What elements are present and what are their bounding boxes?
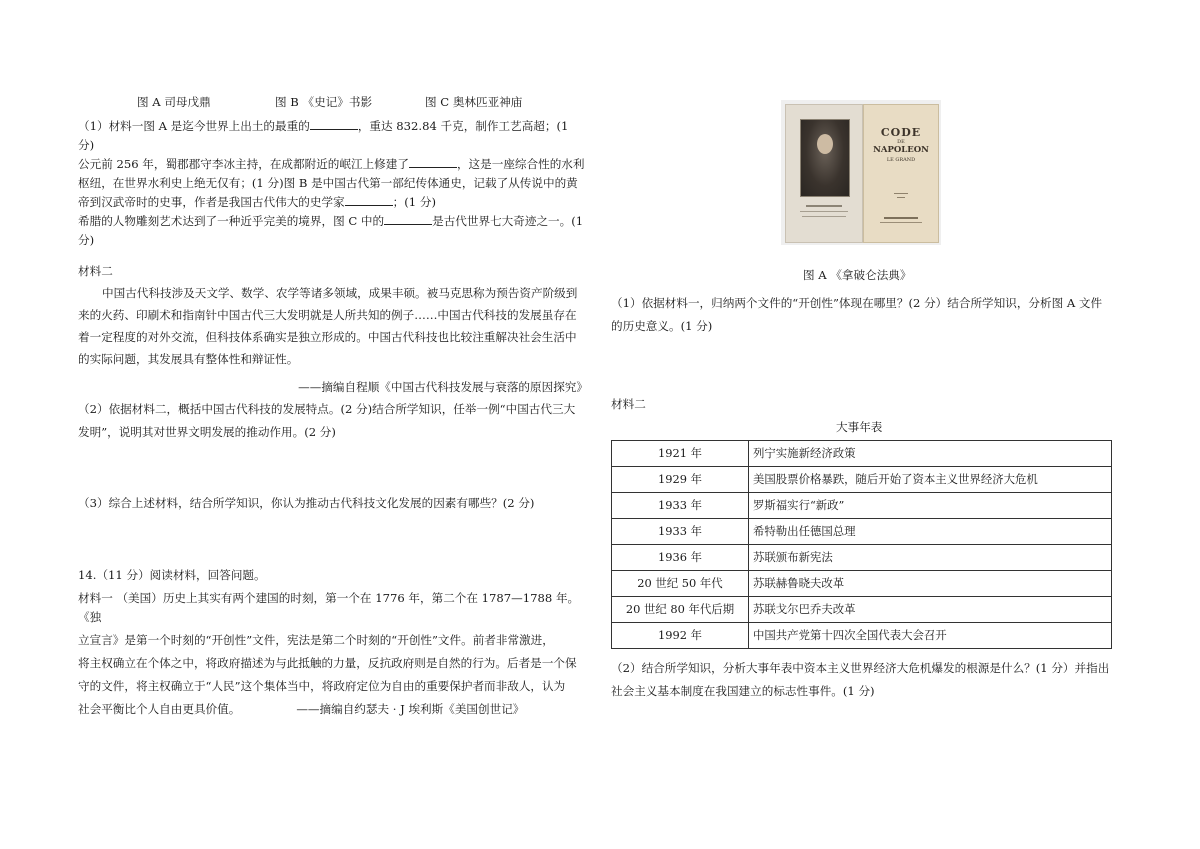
frontispiece-page: [785, 104, 863, 243]
q1-line4: 帝到汉武帝时的史事，作者是我国古代伟大的史学家 ；(1 分): [78, 195, 436, 209]
year-cell: 1992 年: [612, 623, 749, 649]
q14-line: 立宣言》是第一个时刻的“开创性”文件，宪法是第二个时刻的“开创性”文件。前者非常激进，: [78, 633, 554, 647]
figure-caption-right: 图 A 《拿破仑法典》: [803, 268, 912, 282]
events-table: [611, 440, 1112, 649]
question-1-right: [611, 294, 1131, 336]
title-page: [863, 104, 939, 243]
table-row: [612, 597, 1112, 623]
material2-line: 中国古代科技涉及天文学、数学、农学等诸多领域，成果丰硕。被马克思称为预告资产阶级到: [102, 286, 578, 300]
year-cell: 20 世纪 80 年代后期: [612, 597, 749, 623]
table-title: 大事年表: [836, 420, 883, 434]
q1-line3: 枢纽，在世界水利史上绝无仅有；(1 分)图 B 是中国古代第一部纪传体通史，记载了从传说中的黄: [78, 176, 578, 190]
q2-line2: 发明”，说明其对世界文明发展的推动作用。(2 分): [78, 425, 336, 439]
year-cell: 1933 年: [612, 493, 749, 519]
material-2-right-title: 材料二: [611, 397, 646, 411]
r-q2-line2: 社会主义基本制度在我国建立的标志性事件。(1 分): [611, 684, 875, 698]
q2-line1: （2）依据材料二，概括中国古代科技的发展特点。(2 分)结合所学知识，任举一例“中国古代三大: [78, 402, 576, 416]
question-2-left: [78, 400, 588, 442]
q14-line: 材料一 （美国）历史上其实有两个建国的时刻，第一个在 1776 年，第二个在 1787—1788 年。《独: [78, 591, 580, 624]
answer-blank-1[interactable]: [310, 117, 358, 130]
table-row: [612, 467, 1112, 493]
q1-line2: 公元前 256 年，蜀郡郡守李冰主持，在成都附近的岷江上修建了 ，这是一座综合性的水利: [78, 157, 585, 171]
year-cell: 1921 年: [612, 441, 749, 467]
figure-captions: [137, 93, 597, 112]
year-cell: 1936 年: [612, 545, 749, 571]
material2-title: 材料二: [78, 264, 113, 278]
material2-line: 来的火药、印刷术和指南针中国古代三大发明就是人所共知的例子……中国古代科技的发展虽存在: [78, 308, 577, 322]
napoleon-portrait: [800, 119, 850, 197]
event-cell: 苏联赫鲁晓夫改革: [749, 571, 1112, 597]
question-3-left: [78, 494, 588, 513]
material2-source: ——摘编自程顺《中国古代科技发展与衰落的原因探究》: [298, 380, 588, 394]
material2-line: 的实际问题，其发展具有整体性和辩证性。: [78, 352, 299, 366]
book-title-line: NAPOLEON: [873, 145, 929, 155]
q14-title: 14.（11 分）阅读材料，回答问题。: [78, 568, 266, 582]
table-row: [612, 493, 1112, 519]
event-cell: 苏联颁布新宪法: [749, 545, 1112, 571]
question-2-right: [611, 659, 1131, 701]
book-title-line: LE GRAND: [886, 157, 916, 163]
question-14: [78, 566, 588, 719]
event-cell: 列宁实施新经济政策: [749, 441, 1112, 467]
event-cell: 苏联戈尔巴乔夫改革: [749, 597, 1112, 623]
r-q2-line1: （2）结合所学知识，分析大事年表中资本主义世界经济大危机爆发的根源是什么？(1 分）并指出: [611, 661, 1110, 675]
q14-line: 将主权确立在个体之中，将政府描述为与此抵触的力量，反抗政府则是自然的行为。后者是一个保: [78, 656, 577, 670]
q1-line6: 分): [78, 233, 95, 247]
year-cell: 1933 年: [612, 519, 749, 545]
table-row: [612, 519, 1112, 545]
r-q1-line2: 的历史意义。(1 分): [611, 319, 713, 333]
question-1-left: [78, 117, 588, 250]
caption-c: 图 C 奥林匹亚神庙: [425, 95, 523, 109]
year-cell: 20 世纪 50 年代: [612, 571, 749, 597]
q14-last-line: 社会平衡比个人自由更具价值。 ——摘编自约瑟夫 · J 埃利斯《美国创世记》: [78, 702, 525, 716]
event-cell: 中国共产党第十四次全国代表大会召开: [749, 623, 1112, 649]
q1-line5: 希腊的人物雕刻艺术达到了一种近乎完美的境界，图 C 中的 是古代世界七大奇迹之一。(1: [78, 214, 584, 228]
year-cell: 1929 年: [612, 467, 749, 493]
table-row: [612, 571, 1112, 597]
caption-a: 图 A 司母戊鼎: [137, 95, 211, 109]
table-row: [612, 623, 1112, 649]
event-cell: 罗斯福实行“新政”: [749, 493, 1112, 519]
table-row: [612, 441, 1112, 467]
book-title-line: DE: [897, 139, 905, 145]
event-cell: 希特勒出任德国总理: [749, 519, 1112, 545]
answer-blank-4[interactable]: [384, 212, 432, 225]
answer-blank-2[interactable]: [409, 155, 457, 168]
q14-source: ——摘编自约瑟夫 · J 埃利斯《美国创世记》: [296, 702, 525, 716]
event-cell: 美国股票价格暴跌，随后开始了资本主义世界经济大危机: [749, 467, 1112, 493]
q3-text: （3）综合上述材料，结合所学知识，你认为推动古代科技文化发展的因素有哪些？(2 分): [78, 496, 535, 510]
table-row: [612, 545, 1112, 571]
book-title-line: CODE: [880, 126, 922, 139]
q1-line1: （1）材料一图 A 是迄今世界上出土的最重的 ，重达 832.84 千克，制作工艺高超；(1 分): [78, 119, 569, 152]
material-2-left: [78, 262, 588, 397]
r-q1-line1: （1）依据材料一，归纳两个文件的“开创性”体现在哪里？(2 分）结合所学知识，分析图 A 文件: [611, 296, 1103, 310]
caption-b: 图 B 《史记》书影: [275, 95, 373, 109]
napoleon-code-book-image: [781, 100, 941, 245]
q14-line: 守的文件，将主权确立于“人民”这个集体当中，将政府定位为自由的重要保护者而非敌人，认为: [78, 679, 566, 693]
material2-line: 着一定程度的对外交流，但科技体系确实是独立形成的。中国古代科技也比较注重解决社会生活中: [78, 330, 577, 344]
answer-blank-3[interactable]: [345, 193, 393, 206]
